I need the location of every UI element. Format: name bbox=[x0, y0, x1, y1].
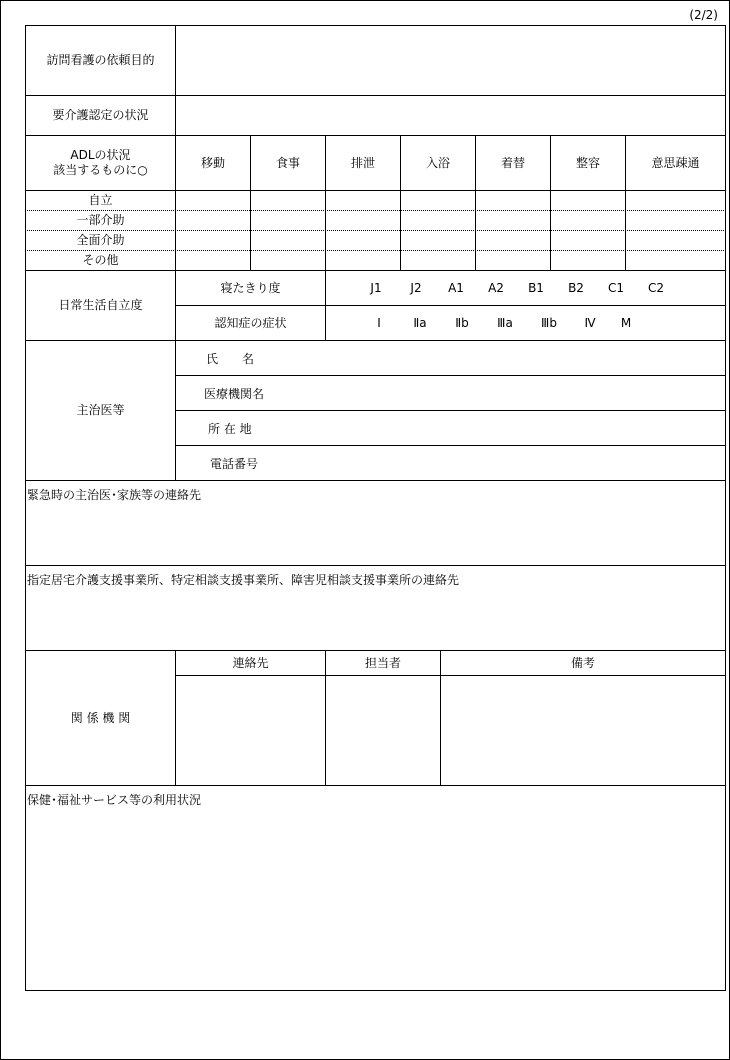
adl-column-header: 意思疎通 bbox=[651, 155, 700, 170]
adl-row-label: 自立 bbox=[88, 193, 113, 207]
bedridden-level[interactable]: A2 bbox=[488, 281, 504, 295]
dementia-level[interactable]: Ⅰ bbox=[377, 316, 381, 330]
bedridden-level[interactable]: C2 bbox=[647, 281, 664, 295]
bedridden-level[interactable]: C1 bbox=[607, 281, 624, 295]
dementia-level[interactable]: Ⅱb bbox=[455, 316, 469, 330]
adl-column-header: 着替 bbox=[500, 155, 525, 170]
bedridden-level[interactable]: B1 bbox=[528, 281, 544, 295]
dementia-levels bbox=[359, 306, 643, 340]
table-line bbox=[25, 990, 726, 991]
physician-institution-label: 医療機関名 bbox=[204, 386, 265, 401]
bedridden-level[interactable]: J1 bbox=[370, 281, 382, 295]
bedridden-level[interactable]: B2 bbox=[568, 281, 584, 295]
dementia-label: 認知症の症状 bbox=[214, 315, 287, 330]
adl-column-header: 整容 bbox=[575, 155, 600, 170]
adl-column-header: 移動 bbox=[200, 155, 225, 170]
table-line bbox=[175, 410, 726, 411]
adl-column-header: 食事 bbox=[275, 155, 300, 170]
bedridden-label: 寝たきり度 bbox=[220, 280, 281, 295]
table-line bbox=[175, 675, 726, 676]
adl-column-header: 排泄 bbox=[350, 155, 375, 170]
dementia-level[interactable]: M bbox=[620, 316, 632, 330]
adl-row-label: その他 bbox=[82, 253, 119, 267]
related-orgs-contact-header: 連絡先 bbox=[232, 655, 269, 670]
emergency-contact-label: 緊急時の主治医･家族等の連絡先 bbox=[27, 488, 202, 502]
related-orgs-remarks-header: 備考 bbox=[570, 655, 595, 670]
table-line bbox=[25, 480, 726, 481]
support-office-label: 指定居宅介護支援事業所、特定相談支援事業所、障害児相談支援事業所の連絡先 bbox=[27, 573, 460, 587]
adl-column-header: 入浴 bbox=[425, 155, 450, 170]
bedridden-level[interactable]: J2 bbox=[410, 281, 422, 295]
adl-header bbox=[26, 136, 175, 190]
care-level-input[interactable] bbox=[176, 96, 725, 135]
adl-row-label: 全面介助 bbox=[76, 233, 125, 247]
physician-phone-label: 電話番号 bbox=[210, 456, 259, 471]
bedridden-levels bbox=[356, 271, 676, 305]
dementia-level[interactable]: Ⅲa bbox=[497, 316, 513, 330]
table-line bbox=[25, 565, 726, 566]
dementia-level[interactable]: Ⅱa bbox=[413, 316, 427, 330]
physician-name-label: 氏 名 bbox=[206, 351, 255, 366]
dementia-level[interactable]: Ⅳ bbox=[584, 316, 596, 330]
purpose-input[interactable] bbox=[176, 26, 725, 95]
page-number: (2/2) bbox=[689, 8, 718, 22]
adl-row-label: 一部介助 bbox=[76, 213, 125, 227]
related-orgs-label: 関 係 機 関 bbox=[70, 710, 131, 725]
table-line bbox=[25, 785, 726, 786]
physician-label: 主治医等 bbox=[76, 403, 125, 417]
table-line bbox=[725, 25, 726, 991]
physician-address-label: 所 在 地 bbox=[208, 421, 252, 436]
adl-header-line2: 該当するものに○ bbox=[53, 163, 148, 177]
dementia-level[interactable]: Ⅲb bbox=[541, 316, 557, 330]
purpose-label: 訪問看護の依頼目的 bbox=[46, 53, 155, 67]
care-level-label: 要介護認定の状況 bbox=[52, 108, 149, 122]
bedridden-level[interactable]: A1 bbox=[448, 281, 464, 295]
welfare-services-label: 保健･福祉サービス等の利用状況 bbox=[27, 793, 202, 807]
adl-header-line1: ADLの状況 bbox=[70, 148, 131, 162]
daily-life-label: 日常生活自立度 bbox=[58, 298, 143, 312]
related-orgs-person-header: 担当者 bbox=[364, 655, 401, 670]
